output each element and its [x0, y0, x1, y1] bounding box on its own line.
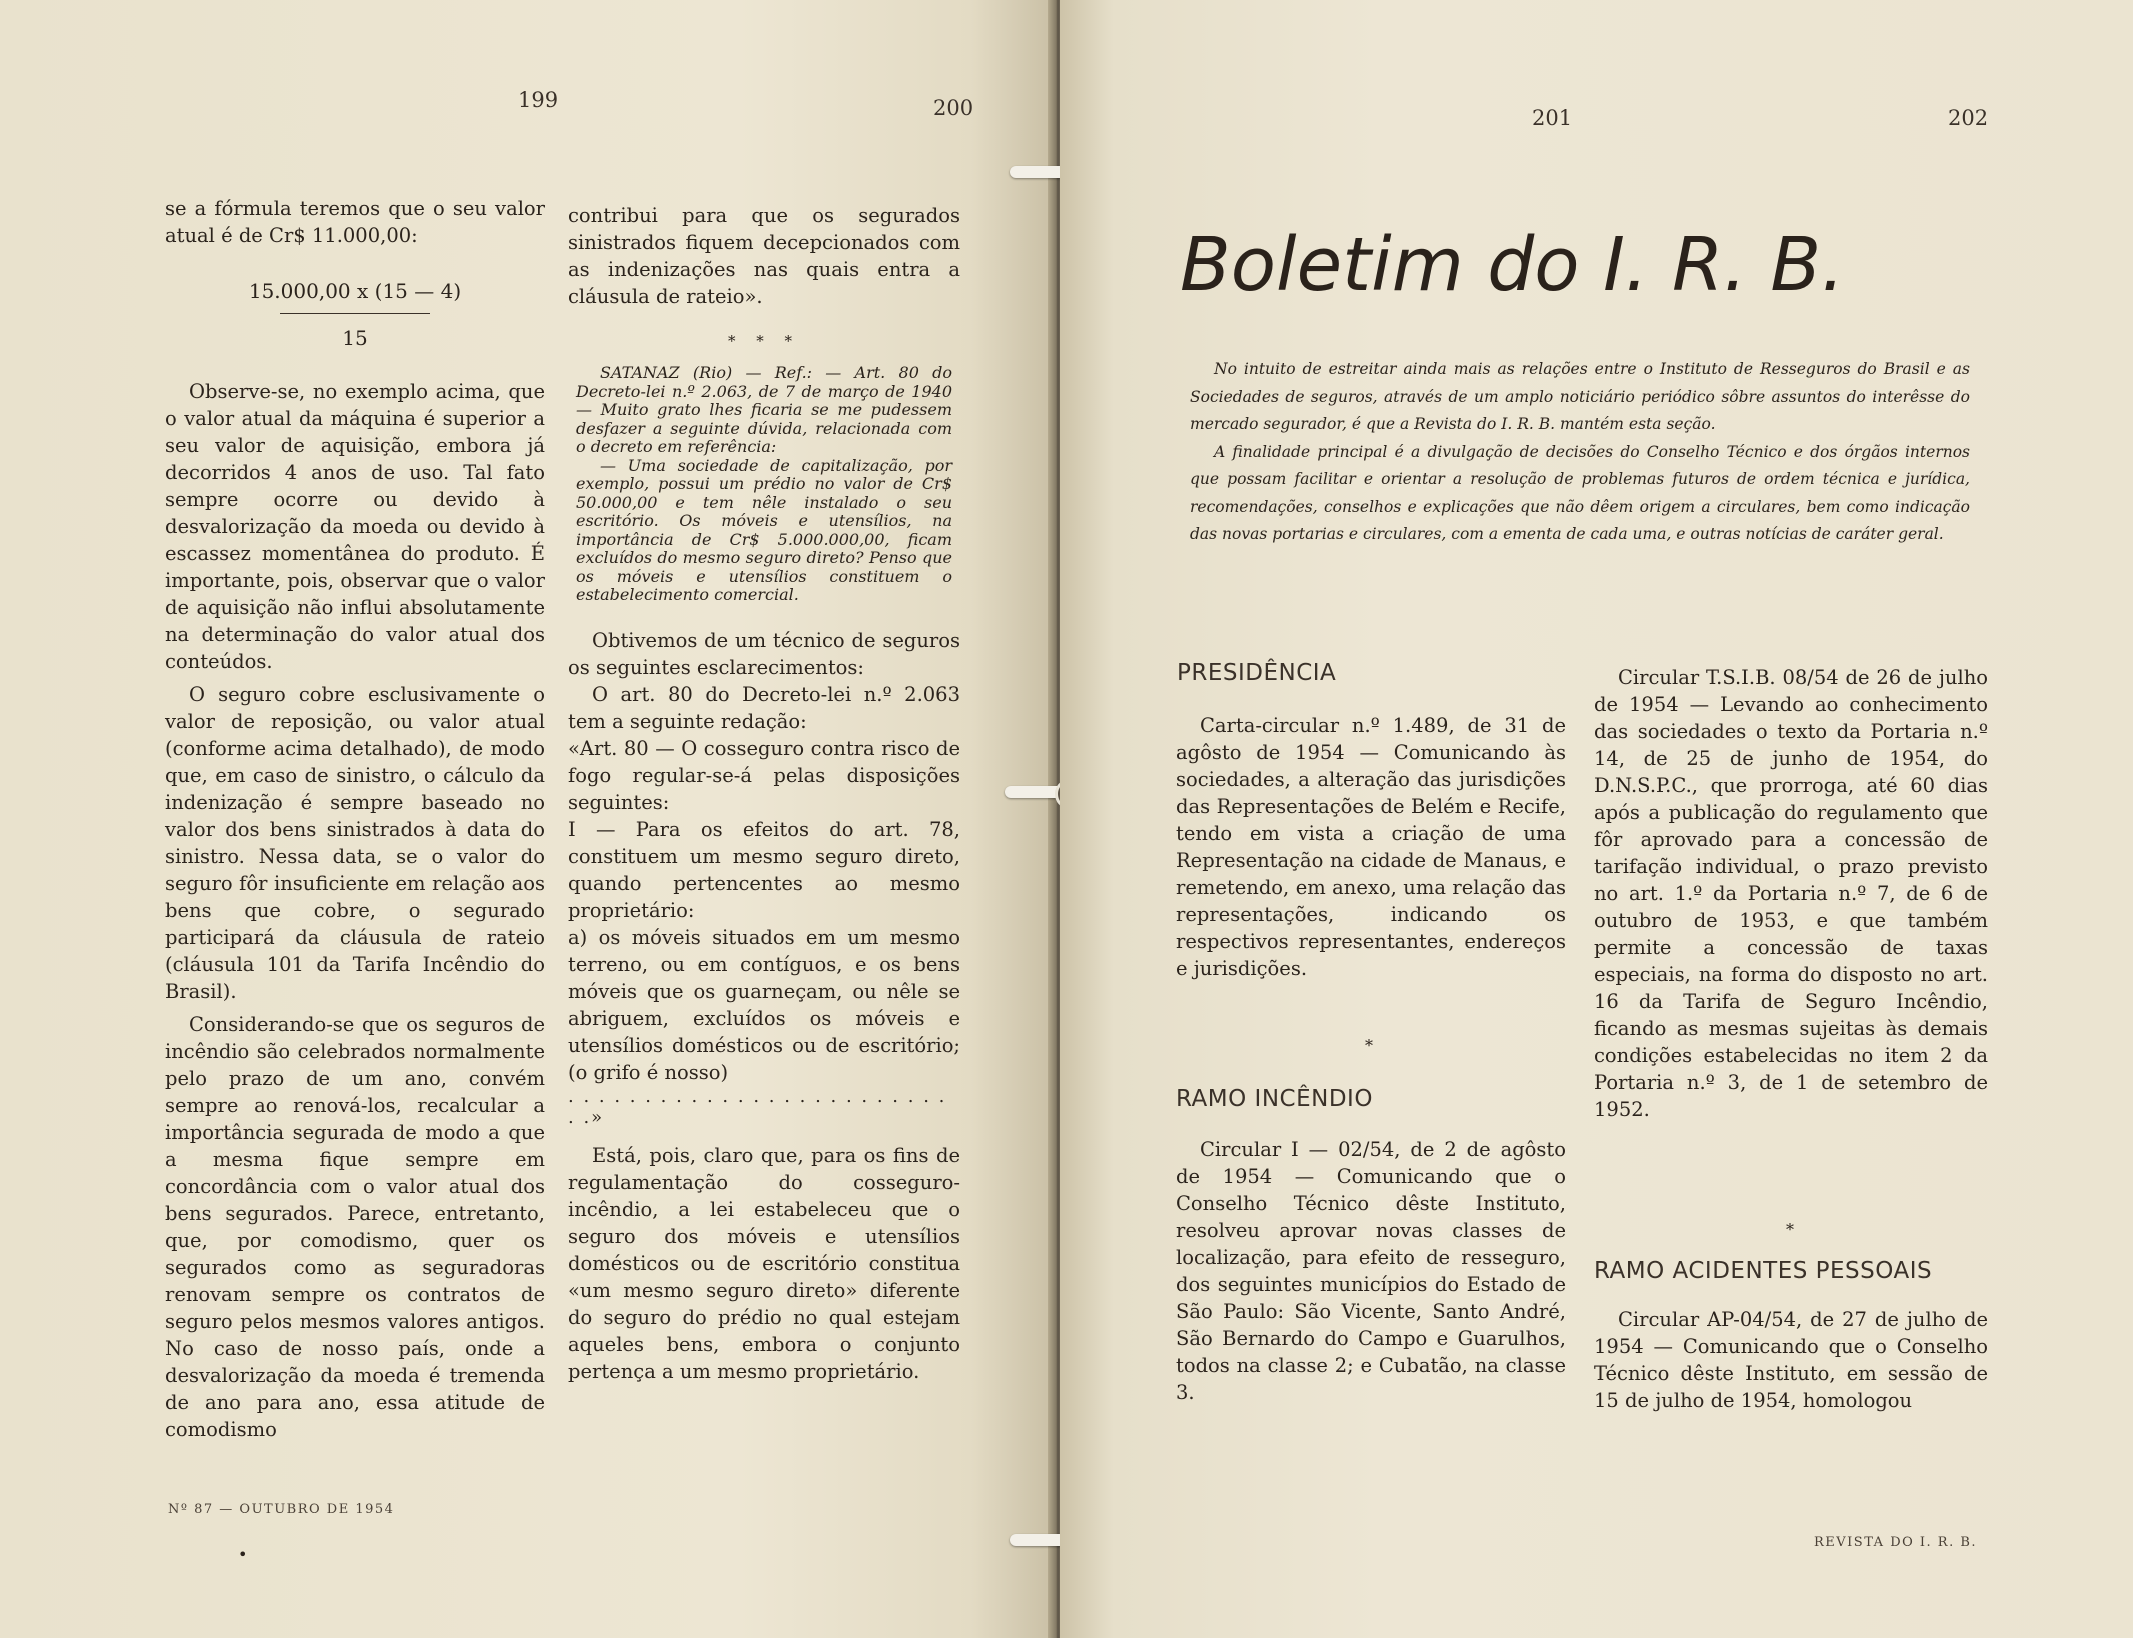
quote-paragraph: a) os móveis situados em um mesmo terreno, ou em contíguos, e os bens móveis que os guarneçam, ou nêle se abriguem, excluídos os móveis e utensílios domésticos ou de escritório; (o grifo é nosso): [568, 925, 960, 1084]
section-separator: *: [1786, 1220, 1794, 1239]
heading-ramo-acidentes-pessoais: RAMO ACIDENTES PESSOAIS: [1594, 1258, 1933, 1284]
intro-paragraph: A finalidade principal é a divulgação de decisões do Conselho Técnico e dos órgãos internos que possam facilitar e orientar a resolução de problemas futuros de ordem técnica e jurídica, recomendações, conselhos e explicações que não dêem origem a circulares, bem como indicação das novas portarias e circulares, com a ementa de cada uma, e outras notícias de caráter geral.: [1190, 442, 1970, 543]
equation-denominator: 15: [342, 326, 368, 350]
left-column-1: [165, 195, 545, 1443]
ellipsis-line: . . . . . . . . . . . . . . . . . . . . . . . . . . .»: [568, 1085, 947, 1128]
left-page: [0, 0, 1055, 1638]
paragraph: se a fórmula teremos que o seu valor atual é de Cr$ 11.000,00:: [165, 197, 545, 247]
heading-presidencia: PRESIDÊNCIA: [1177, 660, 1337, 686]
paragraph: Circular T.S.I.B. 08/54 de 26 de julho de 1954 — Levando ao conhecimento das sociedades o texto da Portaria n.º 14, de 25 de junho de 1954, do D.N.S.P.C., que prorroga, até 60 dias após a publicação do regulamento que fôr aprovado para a concessão de tarifação individual, o prazo previsto no art. 1.º da Portaria n.º 7, de 6 de outubro de 1953, e que também permite a concessão de taxas especiais, na forma do disposto no art. 16 da Tarifa de Seguro Incêndio, ficando as mesmas sujeitas às demais condições estabelecidas no item 2 da Portaria n.º 3, de 1 de setembro de 1952.: [1594, 666, 1988, 1121]
page-number-202: 202: [1948, 106, 1989, 130]
quote-paragraph: «Art. 80 — O cosseguro contra risco de fogo regular-se-á pelas disposições seguintes:: [568, 736, 960, 814]
footer-issue: Nº 87 — OUTUBRO DE 1954: [168, 1502, 395, 1517]
paragraph: contribui para que os segurados sinistrados fiquem decepcionados com as indenizações nas quais entra a cláusula de rateio».: [568, 204, 960, 308]
page-number-200: 200: [933, 96, 974, 120]
query-text: SATANAZ (Rio) — Ref.: — Art. 80 do Decreto-lei n.º 2.063, de 7 de março de 1940 — Muito grato lhes ficaria se me pudessem desfazer a seguinte dúvida, relacionada com o decreto em referência:: [576, 363, 952, 456]
section-separator: *: [1365, 1036, 1373, 1055]
paragraph: Circular I — 02/54, de 2 de agôsto de 1954 — Comunicando que o Conselho Técnico dêste Instituto, resolveu aprovar novas classes de localização, para efeito de resseguro, dos seguintes municípios do Estado de São Paulo: São Vicente, Santo André, São Bernardo do Campo e Guarulhos, todos na classe 2; e Cubatão, na classe 3.: [1176, 1138, 1566, 1404]
right-column-2-b: [1594, 1306, 1988, 1414]
right-column-1-b: [1176, 1136, 1566, 1406]
footer-publication: REVISTA DO I. R. B.: [1814, 1535, 1978, 1550]
paragraph: Circular AP-04/54, de 27 de julho de 1954 — Comunicando que o Conselho Técnico dêste Instituto, em sessão de 15 de julho de 1954, homologou: [1594, 1308, 1988, 1412]
paragraph: Está, pois, claro que, para os fins de regulamentação do cosseguro-incêndio, a lei estabeleceu que o seguro dos móveis e utensílios domésticos ou de escritório constitua «um mesmo seguro direto» diferente do seguro do prédio no qual estejam aqueles bens, embora o conjunto pertença a um mesmo proprietário.: [568, 1143, 960, 1383]
heading-ramo-incendio: RAMO INCÊNDIO: [1176, 1086, 1373, 1112]
paragraph: Considerando-se que os seguros de incêndio são celebrados normalmente pelo prazo de um ano, convém sempre ao renová-los, recalcular a importância segurada de modo a que a mesma fique sempre em concordância com o valor atual dos bens segurados. Parece, entretanto, que, por comodismo, quer os segurados como as seguradoras renovam sempre os contratos de seguro pelos mesmos valores antigos. No caso de nosso país, onde a desvalorização da moeda é tremenda de ano para ano, essa atitude de comodismo: [165, 1013, 545, 1441]
left-column-2: [568, 202, 960, 1385]
page-title: Boletim do I. R. B.: [1180, 222, 1845, 308]
section-separator: * * *: [727, 332, 801, 350]
page-number-199: 199: [518, 88, 559, 112]
section-intro: [1190, 356, 1970, 549]
fraction-rule: [280, 313, 430, 314]
dot-mark: •: [238, 1545, 248, 1564]
paragraph: Observe-se, no exemplo acima, que o valor atual da máquina é superior a seu valor de aquisição, embora já decorridos 4 anos de uso. Tal fato sempre ocorre ou devido à desvalorização da moeda ou devido à escassez momentânea do produto. É importante, pois, observar que o valor de aquisição não influi absolutamente na determinação do valor atual dos conteúdos.: [165, 380, 545, 673]
equation-numerator: 15.000,00 x (15 — 4): [248, 279, 462, 303]
query-text: — Uma sociedade de capitalização, por exemplo, possui um prédio no valor de Cr$ 50.000,00 e tem nêle instalado o seu escritório. Os móveis e utensílios, na importância de Cr$ 5.000.000,00, ficam excluídos do mesmo seguro direto? Penso que os móveis e utensílios constituem o estabelecimento comercial.: [576, 455, 952, 604]
right-column-2-a: [1594, 664, 1988, 1123]
page-number-201: 201: [1532, 106, 1573, 130]
paragraph: Obtivemos de um técnico de seguros os seguintes esclarecimentos:: [568, 628, 960, 679]
paragraph: O art. 80 do Decreto-lei n.º 2.063 tem a seguinte redação:: [568, 682, 960, 733]
paragraph: Carta-circular n.º 1.489, de 31 de agôsto de 1954 — Comunicando às sociedades, a alteração das jurisdições das Representações de Belém e Recife, tendo em vista a criação de uma Representação na cidade de Manaus, e remetendo, em anexo, uma relação das representações, indicando os respectivos representantes, endereços e jurisdições.: [1176, 714, 1566, 980]
paragraph: O seguro cobre esclusivamente o valor de reposição, ou valor atual (conforme acima detalhado), de modo que, em caso de sinistro, o cálculo da indenização é sempre baseado no valor dos bens sinistrados à data do sinistro. Nessa data, se o valor do seguro fôr insuficiente em relação aos bens que cobre, o segurado participará da cláusula de rateio (cláusula 101 da Tarifa Incêndio do Brasil).: [165, 683, 545, 1003]
right-column-1-a: [1176, 712, 1566, 982]
intro-paragraph: No intuito de estreitar ainda mais as relações entre o Instituto de Resseguros do Brasil e as Sociedades de seguros, através de um amplo noticiário periódico sôbre assuntos do interêsse do mercado segurador, é que a Revista do I. R. B. mantém esta seção.: [1190, 360, 1970, 433]
reader-query: [568, 364, 960, 605]
quote-paragraph: I — Para os efeitos do art. 78, constituem um mesmo seguro direto, quando pertencentes ao mesmo proprietário:: [568, 817, 960, 922]
